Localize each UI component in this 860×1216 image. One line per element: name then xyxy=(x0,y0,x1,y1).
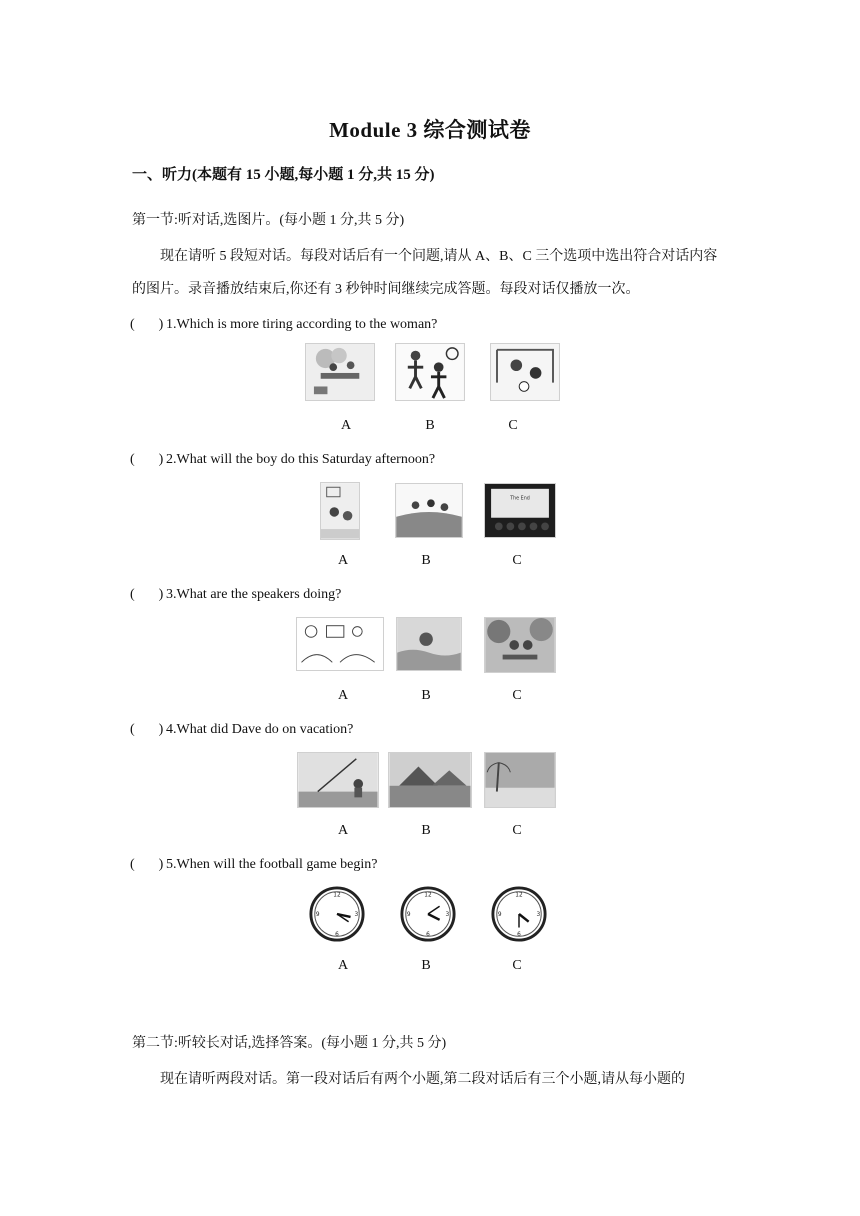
question-2 xyxy=(130,452,435,468)
question-4 xyxy=(130,722,353,738)
question-text: 2.What will the boy do this Saturday afternoon? xyxy=(166,452,436,467)
question-text: 3.What are the speakers doing? xyxy=(166,587,342,602)
svg-text:12: 12 xyxy=(515,892,523,899)
option-b-camping-image xyxy=(388,752,472,808)
option-label-c: C xyxy=(512,688,522,703)
question-5 xyxy=(130,857,378,873)
option-label-b: B xyxy=(421,823,431,838)
option-b-clock-icon xyxy=(399,885,457,943)
section-heading-listening: 一、听力(本题有 15 小题,每小题 1 分,共 15 分) xyxy=(132,167,435,183)
option-c-cinema-image xyxy=(484,483,556,538)
option-a-clock-icon xyxy=(308,885,366,943)
page-title: Module 3 综合测试卷 xyxy=(329,118,531,142)
option-c-beach-image xyxy=(484,752,556,808)
option-b-swimming-image xyxy=(396,617,462,671)
svg-text:6: 6 xyxy=(335,932,339,939)
option-label-b: B xyxy=(421,958,431,973)
question-text: 5.When will the football game begin? xyxy=(166,857,378,872)
option-a-sports-icons-image xyxy=(296,617,384,671)
svg-text:3: 3 xyxy=(445,911,450,918)
option-label-a: A xyxy=(337,553,349,568)
svg-text:9: 9 xyxy=(406,911,411,918)
option-b-kids-outdoors-image xyxy=(395,483,463,538)
option-c-clock-icon xyxy=(490,885,548,943)
svg-text:3: 3 xyxy=(536,911,541,918)
svg-text:6: 6 xyxy=(426,932,430,939)
answer-blank[interactable]: ( ) xyxy=(130,722,164,737)
svg-text:12: 12 xyxy=(333,892,341,899)
part1-instructions: 现在请听 5 段短对话。每段对话后有一个问题,请从 A、B、C 三个选项中选出符合对话内容的图片。录音播放结束后,你还有 3 秒钟时间继续完成答题。每段对话仅播放一次。 xyxy=(132,249,718,297)
option-label-b: B xyxy=(425,418,435,433)
answer-blank[interactable]: ( ) xyxy=(130,317,164,332)
option-a-basketball-image xyxy=(320,482,360,540)
option-label-a: A xyxy=(337,688,349,703)
option-label-c: C xyxy=(512,553,522,568)
option-label-b: B xyxy=(421,553,431,568)
option-label-c: C xyxy=(512,958,522,973)
option-b-kids-playing-image xyxy=(395,343,465,401)
option-c-football-image xyxy=(490,343,560,401)
question-text: 4.What did Dave do on vacation? xyxy=(166,722,354,737)
option-c-park-image xyxy=(484,617,556,673)
option-label-a: A xyxy=(337,958,349,973)
option-label-c: C xyxy=(512,823,522,838)
answer-blank[interactable]: ( ) xyxy=(130,587,164,602)
svg-text:3: 3 xyxy=(354,911,359,918)
option-label-b: B xyxy=(421,688,431,703)
svg-text:6: 6 xyxy=(517,932,521,939)
answer-blank[interactable]: ( ) xyxy=(130,452,164,467)
option-a-picnic-image xyxy=(305,343,375,401)
answer-blank[interactable]: ( ) xyxy=(130,857,164,872)
option-label-a: A xyxy=(337,823,349,838)
part2-instructions: 现在请听两段对话。第一段对话后有两个小题,第二段对话后有三个小题,请从每小题的 xyxy=(160,1072,685,1087)
svg-text:9: 9 xyxy=(315,911,320,918)
part2-heading: 第二节:听较长对话,选择答案。(每小题 1 分,共 5 分) xyxy=(132,1036,447,1051)
question-3 xyxy=(130,587,341,603)
svg-text:9: 9 xyxy=(497,911,502,918)
part1-heading: 第一节:听对话,选图片。(每小题 1 分,共 5 分) xyxy=(132,213,405,228)
svg-text:12: 12 xyxy=(424,892,432,899)
question-text: 1.Which is more tiring according to the woman? xyxy=(166,317,438,332)
option-label-a: A xyxy=(340,418,352,433)
option-label-c: C xyxy=(508,418,518,433)
cinema-screen-text: The End xyxy=(510,496,530,502)
option-a-fishing-image xyxy=(297,752,379,808)
question-1 xyxy=(130,317,437,333)
